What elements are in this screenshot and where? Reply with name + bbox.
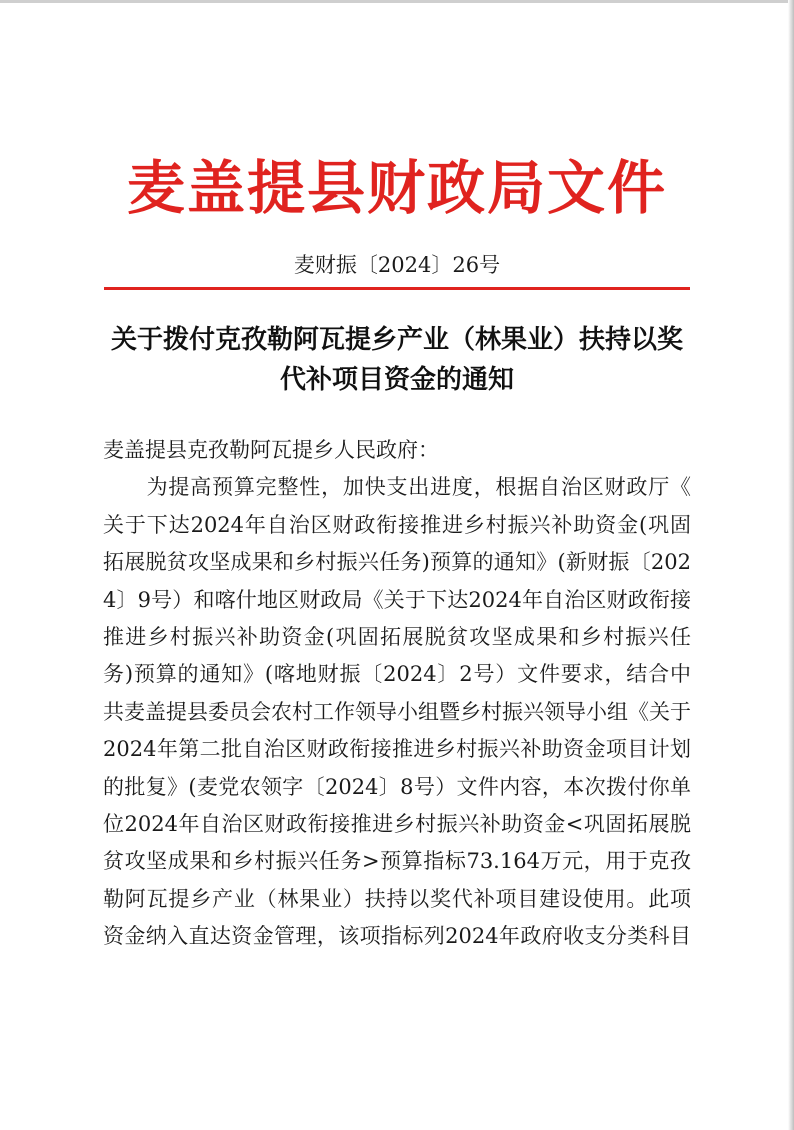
document-number: 麦财振〔2024〕26号 bbox=[293, 253, 501, 277]
scan-edge-top bbox=[0, 0, 794, 3]
body-line: 务)预算的通知》(喀地财振〔2024〕2号）文件要求，结合中 bbox=[103, 662, 691, 687]
notice-title-line-1: 关于拨付克孜勒阿瓦提乡产业（林果业）扶持以奖 bbox=[110, 325, 683, 355]
body-line: 4〕9号）和喀什地区财政局《关于下达2024年自治区财政衔接 bbox=[103, 587, 691, 612]
body-line: 的批复》(麦党农领字〔2024〕8号）文件内容，本次拨付你单 bbox=[103, 774, 691, 799]
body-line: 资金纳入直达资金管理，该项指标列2024年政府收支分类科目 bbox=[103, 924, 691, 949]
body-line: 贫攻坚成果和乡村振兴任务>预算指标73.164万元，用于克孜 bbox=[103, 849, 691, 874]
body-line: 为提高预算完整性，加快支出进度，根据自治区财政厅《 bbox=[103, 475, 691, 500]
salutation: 麦盖提县克孜勒阿瓦提乡人民政府： bbox=[103, 438, 439, 462]
body-line: 2024年第二批自治区财政衔接推进乡村振兴补助资金项目计划 bbox=[103, 737, 691, 762]
red-divider-line bbox=[104, 287, 690, 290]
notice-body bbox=[103, 432, 691, 955]
body-line: 共麦盖提县委员会农村工作领导小组暨乡村振兴领导小组《关于 bbox=[103, 699, 691, 724]
issuer-header: 麦盖提县财政局文件 bbox=[126, 154, 667, 222]
notice-title bbox=[90, 320, 704, 400]
body-line: 勒阿瓦提乡产业（林果业）扶持以奖代补项目建设使用。此项 bbox=[103, 886, 691, 911]
body-line: 位2024年自治区财政衔接推进乡村振兴补助资金<巩固拓展脱 bbox=[103, 811, 691, 836]
body-line: 关于下达2024年自治区财政衔接推进乡村振兴补助资金(巩固 bbox=[103, 512, 691, 537]
body-line: 拓展脱贫攻坚成果和乡村振兴任务)预算的通知》(新财振〔202 bbox=[103, 550, 691, 575]
body-line: 推进乡村振兴补助资金(巩固拓展脱贫攻坚成果和乡村振兴任 bbox=[103, 624, 691, 649]
notice-title-line-2: 代补项目资金的通知 bbox=[279, 365, 514, 395]
